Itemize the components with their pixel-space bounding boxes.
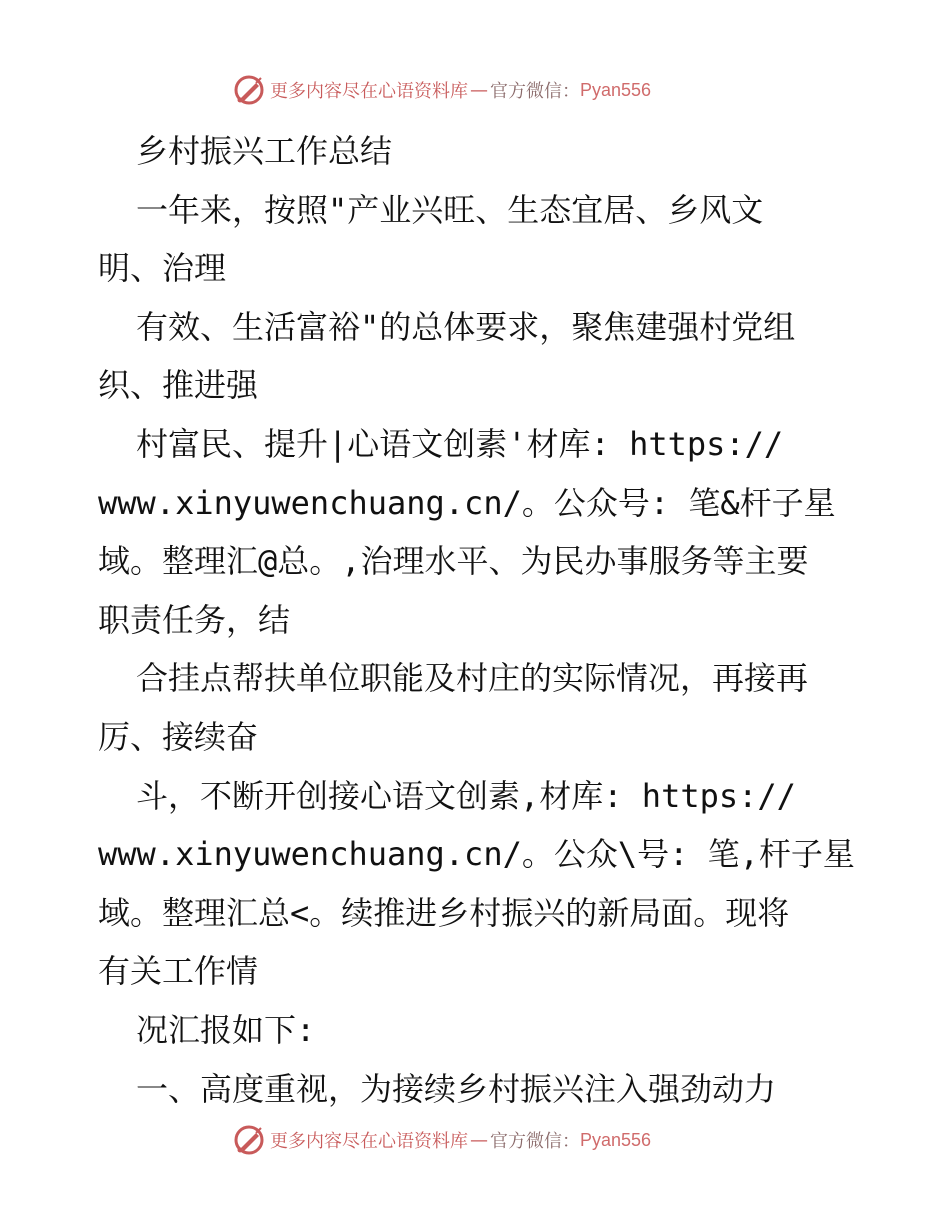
text-line: 村富民、提升|心语文创素'材库: https:// [136, 424, 784, 463]
banner-separator: — [470, 1129, 488, 1151]
banner-wechat-label: 官方微信： [490, 1131, 580, 1152]
text-line: 织、推进强 [98, 366, 259, 405]
text-line: 合挂点帮扶单位职能及村庄的实际情况，再接再 [136, 659, 809, 698]
banner-wechat-id: Pyan556 [580, 79, 652, 100]
text-line: 有效、生活富裕"的总体要求，聚焦建强村党组 [136, 307, 796, 346]
text-line: 明、治理 [98, 249, 227, 288]
text-line: 域。整理汇@总。,治理水平、为民办事服务等主要 [98, 542, 809, 581]
section-heading: 一、高度重视，为接续乡村振兴注入强劲动力 [136, 1069, 777, 1108]
text-line: www.xinyuwenchuang.cn/。公众\号: 笔,杆子星 [98, 835, 855, 874]
text-line: 斗，不断开创接心语文创素,材库: https:// [136, 776, 796, 815]
text-line: 一年来，按照"产业兴旺、生态宜居、乡风文 [136, 190, 764, 229]
footer-watermark-banner [232, 1122, 752, 1158]
text-line: 况汇报如下: [136, 1010, 316, 1049]
document-title: 乡村振兴工作总结 [136, 132, 393, 170]
pen-logo-icon [232, 73, 266, 107]
text-line: 域。整理汇总<。续推进乡村振兴的新局面。现将 [98, 893, 790, 932]
header-watermark-banner [232, 72, 752, 108]
text-line: 职责任务，结 [98, 600, 291, 639]
pen-logo-icon [232, 1123, 266, 1157]
banner-title: 更多内容尽在心语资料库 [270, 81, 468, 102]
document-body [98, 122, 868, 1118]
banner-title: 更多内容尽在心语资料库 [270, 1131, 468, 1152]
text-line: 厉、接续奋 [98, 717, 259, 756]
banner-separator: — [470, 79, 488, 101]
banner-wechat-label: 官方微信： [490, 81, 580, 102]
text-line: www.xinyuwenchuang.cn/。公众号: 笔&杆子星 [98, 483, 836, 522]
banner-wechat-id: Pyan556 [580, 1129, 652, 1150]
text-line: 有关工作情 [98, 952, 259, 991]
